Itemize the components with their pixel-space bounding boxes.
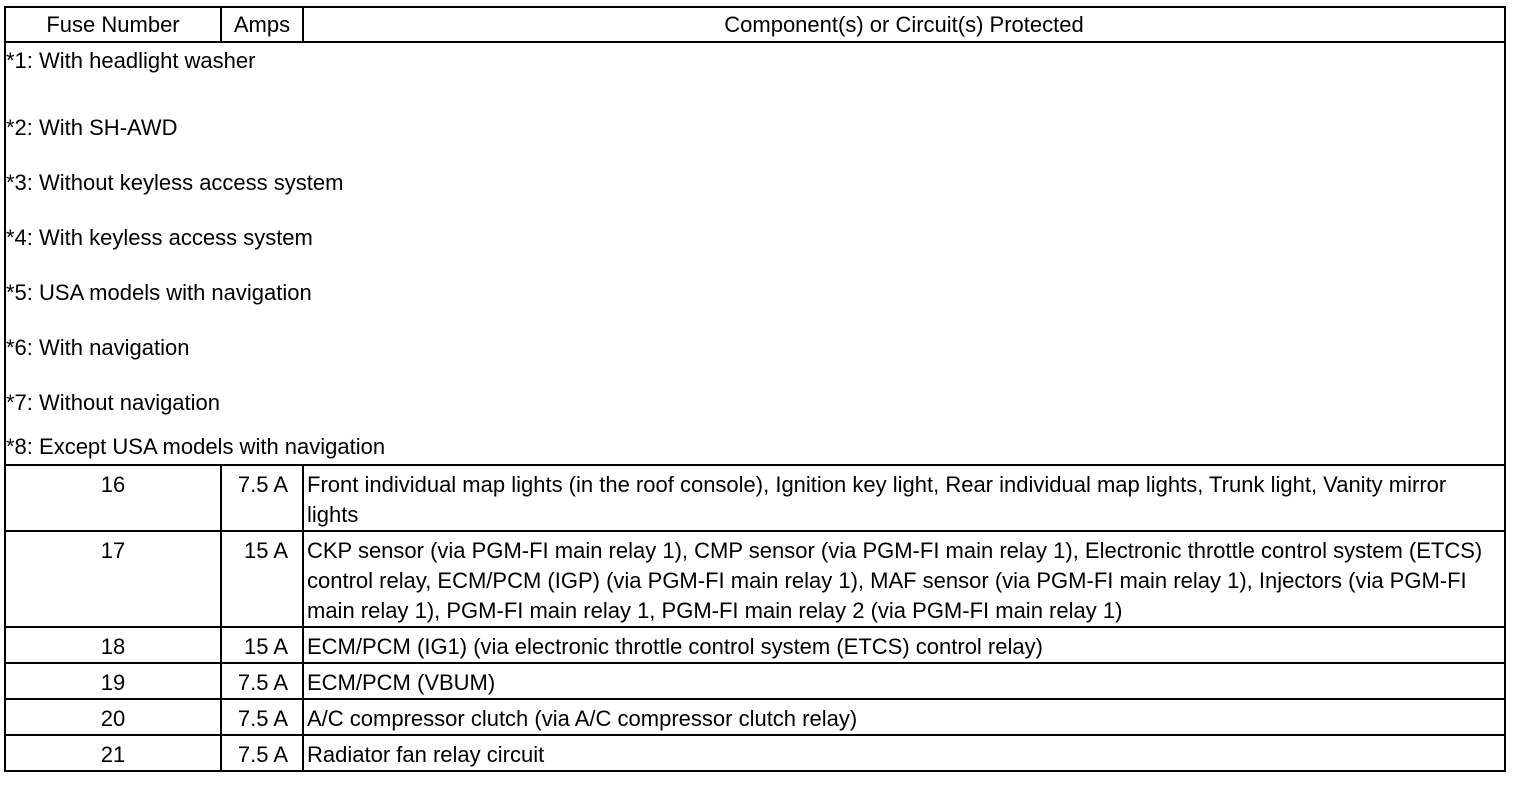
- fuse-number-cell: 20: [5, 699, 221, 735]
- header-components: Component(s) or Circuit(s) Protected: [303, 7, 1505, 42]
- amps-cell: 7.5 A: [221, 699, 303, 735]
- component-cell: ECM/PCM (VBUM): [303, 663, 1505, 699]
- table-row: [5, 663, 1505, 699]
- amps-cell: 7.5 A: [221, 465, 303, 531]
- amps-cell: 7.5 A: [221, 663, 303, 699]
- table-row: [5, 735, 1505, 771]
- notes-cell: [5, 42, 1505, 465]
- table-row: [5, 627, 1505, 663]
- amps-cell: 15 A: [221, 627, 303, 663]
- note-item: *3: Without keyless access system: [6, 170, 344, 195]
- amps-cell: 7.5 A: [221, 735, 303, 771]
- component-cell: Radiator fan relay circuit: [303, 735, 1505, 771]
- note-item: *8: Except USA models with navigation: [6, 434, 386, 459]
- component-cell: Front individual map lights (in the roof console), Ignition key light, Rear individual map lights, Trunk light, Vanity mirror lights: [303, 465, 1505, 531]
- component-cell: CKP sensor (via PGM-FI main relay 1), CMP sensor (via PGM-FI main relay 1), Electronic throttle control system (ETCS) control relay, ECM/PCM (IGP) (via PGM-FI main relay 1), MAF sensor (via PGM-FI main relay 1), Injectors (via PGM-FI main relay 1), PGM-FI main relay 1, PGM-FI main relay 2 (via PGM-FI main relay 1): [303, 531, 1505, 627]
- note-item: *4: With keyless access system: [6, 225, 313, 250]
- component-cell: ECM/PCM (IG1) (via electronic throttle control system (ETCS) control relay): [303, 627, 1505, 663]
- table-row: [5, 531, 1505, 627]
- note-item: *2: With SH-AWD: [6, 115, 178, 140]
- note-item: *1: With headlight washer: [6, 48, 256, 73]
- header-amps: Amps: [221, 7, 303, 42]
- table-row: [5, 465, 1505, 531]
- table-row: [5, 699, 1505, 735]
- header-fuse-number: Fuse Number: [5, 7, 221, 42]
- fuse-number-cell: 18: [5, 627, 221, 663]
- note-item: *5: USA models with navigation: [6, 280, 312, 305]
- fuse-number-cell: 17: [5, 531, 221, 627]
- fuse-number-cell: 19: [5, 663, 221, 699]
- note-item: *7: Without navigation: [6, 390, 221, 415]
- note-item: *6: With navigation: [6, 335, 190, 360]
- component-cell: A/C compressor clutch (via A/C compressor clutch relay): [303, 699, 1505, 735]
- amps-cell: 15 A: [221, 531, 303, 627]
- fuse-number-cell: 16: [5, 465, 221, 531]
- notes-row: [5, 42, 1505, 465]
- fuse-table: [4, 6, 1506, 772]
- table-header-row: [5, 7, 1505, 42]
- fuse-number-cell: 21: [5, 735, 221, 771]
